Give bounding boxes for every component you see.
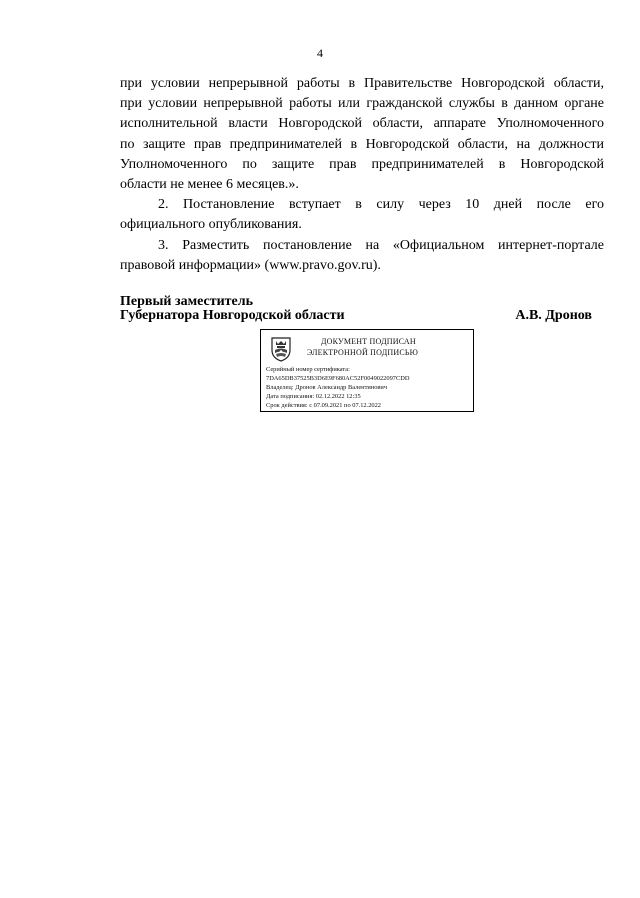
stamp-details — [266, 365, 471, 410]
text-line: Уполномоченного по защите прав предпринимателей в Новгородской — [120, 156, 604, 172]
serial-value: 7DA65DB37525B3D6E9F680AC52F0049022097CDD — [266, 375, 410, 382]
electronic-signature-stamp — [260, 329, 474, 412]
serial-label: Серийный номер сертификата: — [266, 366, 350, 373]
paragraph-3 — [120, 236, 604, 276]
signatory-title-line2: Губернатора Новгородской области — [120, 308, 345, 323]
certificate-owner: Владелец: Дронов Александр Валентинович — [266, 384, 388, 391]
stamp-header — [307, 336, 467, 358]
certificate-validity: Срок действия: с 07.09.2021 по 07.12.2022 — [266, 402, 382, 409]
signing-date: Дата подписания: 02.12.2022 12:35 — [266, 393, 361, 400]
document-body — [120, 74, 604, 276]
signatory-name: А.В. Дронов — [515, 308, 592, 323]
text-line: официального опубликования. — [120, 217, 302, 233]
text-line: области не менее 6 месяцев.». — [120, 177, 299, 193]
text-line: при условии непрерывной работы или гражданской службы в данном органе — [120, 96, 604, 112]
stamp-header-line2: ЭЛЕКТРОННОЙ ПОДПИСЬЮ — [307, 348, 419, 357]
paragraph-2 — [120, 195, 604, 235]
text-line: при условии непрерывной работы в Правительстве Новгородской области, — [120, 76, 604, 91]
paragraph-1 — [120, 74, 604, 195]
text-line: исполнительной власти Новгородской области, аппарате Уполномоченного — [120, 116, 604, 132]
text-line: по защите прав предпринимателей в Новгородской области, на должности — [120, 136, 604, 152]
signature-block — [120, 295, 592, 323]
text-line: 2. Постановление вступает в силу через 10 дней после его — [158, 197, 604, 213]
signatory-title-line1: Первый заместитель — [120, 294, 253, 309]
stamp-header-line1: ДОКУМЕНТ ПОДПИСАН — [321, 337, 416, 346]
page-number: 4 — [317, 46, 323, 60]
text-line: правовой информации» (www.pravo.gov.ru). — [120, 257, 381, 273]
text-line: 3. Разместить постановление на «Официальном интернет-портале — [158, 237, 604, 253]
coat-of-arms-icon — [267, 335, 295, 363]
